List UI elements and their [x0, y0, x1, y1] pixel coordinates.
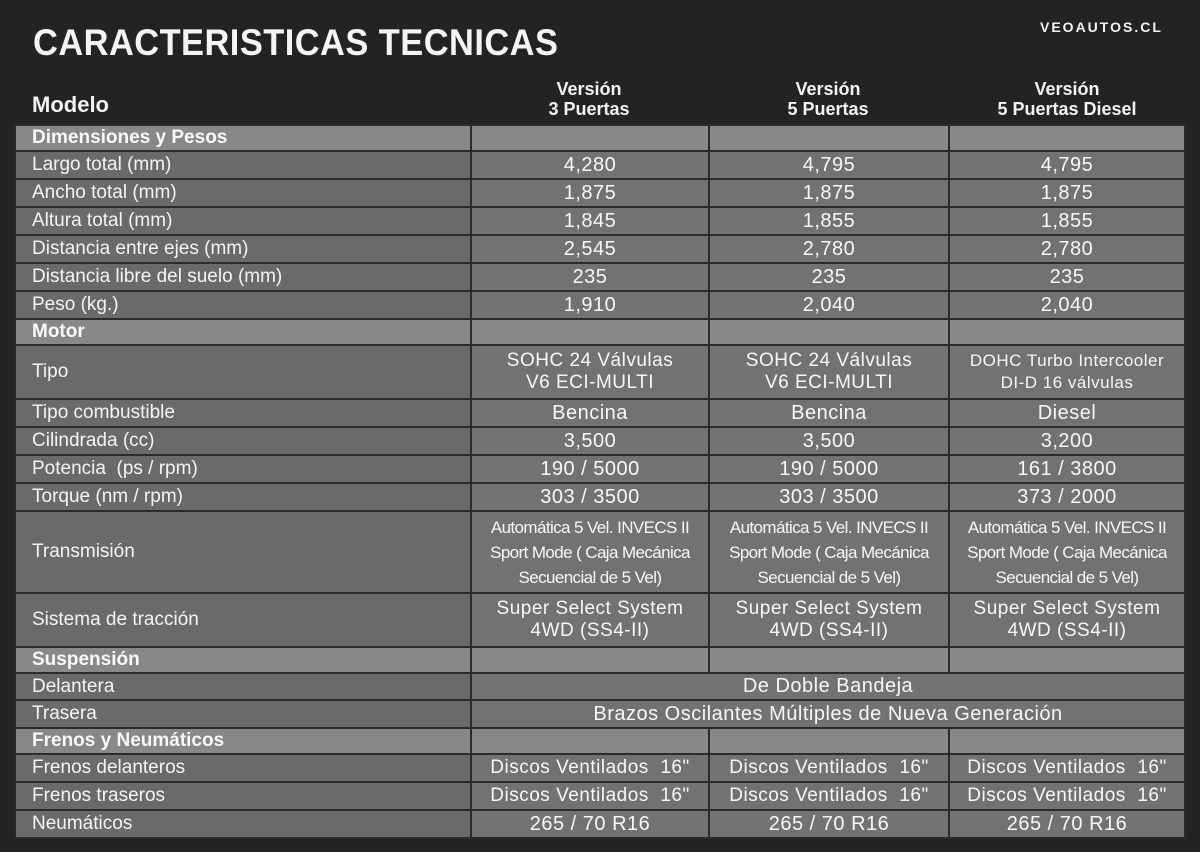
- cell-value: 235: [709, 263, 949, 291]
- cell-value: 235: [471, 263, 709, 291]
- empty-cell: [949, 125, 1185, 151]
- cell-value: [709, 345, 949, 399]
- section-row: [15, 125, 1185, 151]
- row-label: Largo total (mm): [15, 151, 471, 179]
- cell-value: 2,780: [709, 235, 949, 263]
- empty-cell: [949, 728, 1185, 754]
- row-label: Distancia entre ejes (mm): [15, 235, 471, 263]
- cell-value: 265 / 70 R16: [949, 810, 1185, 838]
- cell-value: 190 / 5000: [709, 455, 949, 483]
- table-row: [15, 399, 1185, 427]
- specs-table: [14, 124, 1186, 839]
- section-suspension: Suspensión: [15, 647, 471, 673]
- cell-value: 1,875: [471, 179, 709, 207]
- cell-line: Automática 5 Vel. INVECS II: [967, 517, 1167, 537]
- version-header-line1: Versión: [795, 79, 861, 99]
- cell-line: Sport Mode ( Caja Mecánica: [967, 542, 1167, 562]
- cell-line: DOHC Turbo Intercooler: [969, 351, 1165, 370]
- row-label: Ancho total (mm): [15, 179, 471, 207]
- cell-value-span: Brazos Oscilantes Múltiples de Nueva Generación: [471, 700, 1185, 728]
- cell-value: 303 / 3500: [709, 483, 949, 511]
- version-header-5-puertas-diesel: [948, 79, 1186, 119]
- cell-value: 3,200: [949, 427, 1185, 455]
- cell-line: Super Select System: [973, 598, 1161, 619]
- empty-cell: [949, 647, 1185, 673]
- cell-line: 4WD (SS4-II): [769, 620, 889, 641]
- cell-line: Secuencial de 5 Vel): [757, 567, 901, 587]
- cell-value: 265 / 70 R16: [471, 810, 709, 838]
- cell-line: V6 ECI-MULTI: [764, 372, 894, 393]
- cell-value: 1,845: [471, 207, 709, 235]
- row-label: Neumáticos: [15, 810, 471, 838]
- cell-value: 1,875: [949, 179, 1185, 207]
- cell-value: 303 / 3500: [471, 483, 709, 511]
- cell-value: 2,545: [471, 235, 709, 263]
- cell-value: 1,910: [471, 291, 709, 319]
- cell-value: 4,280: [471, 151, 709, 179]
- cell-value: 1,855: [949, 207, 1185, 235]
- version-header-line1: Versión: [1034, 79, 1100, 99]
- cell-value: [709, 511, 949, 593]
- row-label: Distancia libre del suelo (mm): [15, 263, 471, 291]
- watermark: VEOAUTOS.CL: [1040, 19, 1163, 35]
- cell-value: 235: [949, 263, 1185, 291]
- cell-value: Discos Ventilados 16": [709, 782, 949, 810]
- row-label: Torque (nm / rpm): [15, 483, 471, 511]
- row-label: Tipo: [15, 345, 471, 399]
- cell-value: 4,795: [709, 151, 949, 179]
- cell-value: Discos Ventilados 16": [949, 782, 1185, 810]
- version-header-line2: 3 Puertas: [548, 99, 630, 119]
- cell-value: 3,500: [709, 427, 949, 455]
- row-label: Potencia (ps / rpm): [15, 455, 471, 483]
- section-row: [15, 319, 1185, 345]
- table-row: [15, 207, 1185, 235]
- cell-line: Sport Mode ( Caja Mecánica: [490, 542, 690, 562]
- row-label: Sistema de tracción: [15, 593, 471, 647]
- table-row: [15, 179, 1185, 207]
- cell-value: 190 / 5000: [471, 455, 709, 483]
- cell-value: [709, 593, 949, 647]
- cell-line: SOHC 24 Válvulas: [745, 350, 913, 371]
- table-row: [15, 483, 1185, 511]
- version-header-line1: Versión: [556, 79, 622, 99]
- cell-value: [471, 593, 709, 647]
- row-label: Transmisión: [15, 511, 471, 593]
- row-label: Trasera: [15, 700, 471, 728]
- cell-value: 161 / 3800: [949, 455, 1185, 483]
- cell-value: [471, 511, 709, 593]
- cell-value: Discos Ventilados 16": [471, 782, 709, 810]
- cell-line: SOHC 24 Válvulas: [506, 350, 674, 371]
- row-label: Tipo combustible: [15, 399, 471, 427]
- cell-value: Discos Ventilados 16": [949, 754, 1185, 782]
- section-motor: Motor: [15, 319, 471, 345]
- row-label: Peso (kg.): [15, 291, 471, 319]
- row-label: Delantera: [15, 673, 471, 700]
- cell-line: Automática 5 Vel. INVECS II: [490, 517, 690, 537]
- row-label: Frenos delanteros: [15, 754, 471, 782]
- cell-value: 2,040: [949, 291, 1185, 319]
- cell-value: [949, 345, 1185, 399]
- table-row: [15, 593, 1185, 647]
- cell-line: 4WD (SS4-II): [530, 620, 650, 641]
- version-header-line2: 5 Puertas Diesel: [997, 99, 1137, 119]
- section-row: [15, 728, 1185, 754]
- cell-value: Discos Ventilados 16": [709, 754, 949, 782]
- table-row: [15, 235, 1185, 263]
- row-label: Frenos traseros: [15, 782, 471, 810]
- cell-value: Bencina: [471, 399, 709, 427]
- cell-line: Sport Mode ( Caja Mecánica: [729, 542, 929, 562]
- cell-line: Super Select System: [735, 598, 923, 619]
- cell-value: 1,855: [709, 207, 949, 235]
- table-row: [15, 427, 1185, 455]
- row-label: Altura total (mm): [15, 207, 471, 235]
- table-row: [15, 345, 1185, 399]
- cell-line: 4WD (SS4-II): [1007, 620, 1127, 641]
- cell-value: 265 / 70 R16: [709, 810, 949, 838]
- cell-value: Diesel: [949, 399, 1185, 427]
- cell-line: Secuencial de 5 Vel): [995, 567, 1139, 587]
- cell-line: DI-D 16 válvulas: [1000, 373, 1134, 392]
- page-title: CARACTERISTICAS TECNICAS: [33, 22, 559, 63]
- cell-value: 373 / 2000: [949, 483, 1185, 511]
- cell-value: 2,040: [709, 291, 949, 319]
- section-frenos: Frenos y Neumáticos: [15, 728, 471, 754]
- table-row: [15, 151, 1185, 179]
- cell-line: Secuencial de 5 Vel): [518, 567, 662, 587]
- version-header-line2: 5 Puertas: [787, 99, 869, 119]
- table-row: [15, 700, 1185, 728]
- empty-cell: [471, 728, 709, 754]
- cell-value: 3,500: [471, 427, 709, 455]
- cell-value: [949, 593, 1185, 647]
- cell-value: Bencina: [709, 399, 949, 427]
- table-row: [15, 455, 1185, 483]
- table-row: [15, 754, 1185, 782]
- model-header: Modelo: [32, 92, 109, 117]
- table-row: [15, 782, 1185, 810]
- row-label: Cilindrada (cc): [15, 427, 471, 455]
- cell-line: Super Select System: [496, 598, 684, 619]
- cell-value: 2,780: [949, 235, 1185, 263]
- empty-cell: [709, 319, 949, 345]
- section-dimensiones: Dimensiones y Pesos: [15, 125, 471, 151]
- table-row: [15, 810, 1185, 838]
- empty-cell: [471, 125, 709, 151]
- empty-cell: [709, 647, 949, 673]
- version-header-3-puertas: [470, 79, 708, 119]
- empty-cell: [471, 319, 709, 345]
- table-row: [15, 263, 1185, 291]
- empty-cell: [709, 125, 949, 151]
- cell-value: 4,795: [949, 151, 1185, 179]
- cell-line: Automática 5 Vel. INVECS II: [729, 517, 929, 537]
- empty-cell: [709, 728, 949, 754]
- cell-value: 1,875: [709, 179, 949, 207]
- table-row: [15, 511, 1185, 593]
- empty-cell: [471, 647, 709, 673]
- table-row: [15, 673, 1185, 700]
- cell-value: [471, 345, 709, 399]
- cell-value-span: De Doble Bandeja: [471, 673, 1185, 700]
- section-row: [15, 647, 1185, 673]
- cell-value: [949, 511, 1185, 593]
- cell-line: V6 ECI-MULTI: [525, 372, 655, 393]
- cell-value: Discos Ventilados 16": [471, 754, 709, 782]
- version-header-5-puertas: [708, 79, 948, 119]
- empty-cell: [949, 319, 1185, 345]
- table-row: [15, 291, 1185, 319]
